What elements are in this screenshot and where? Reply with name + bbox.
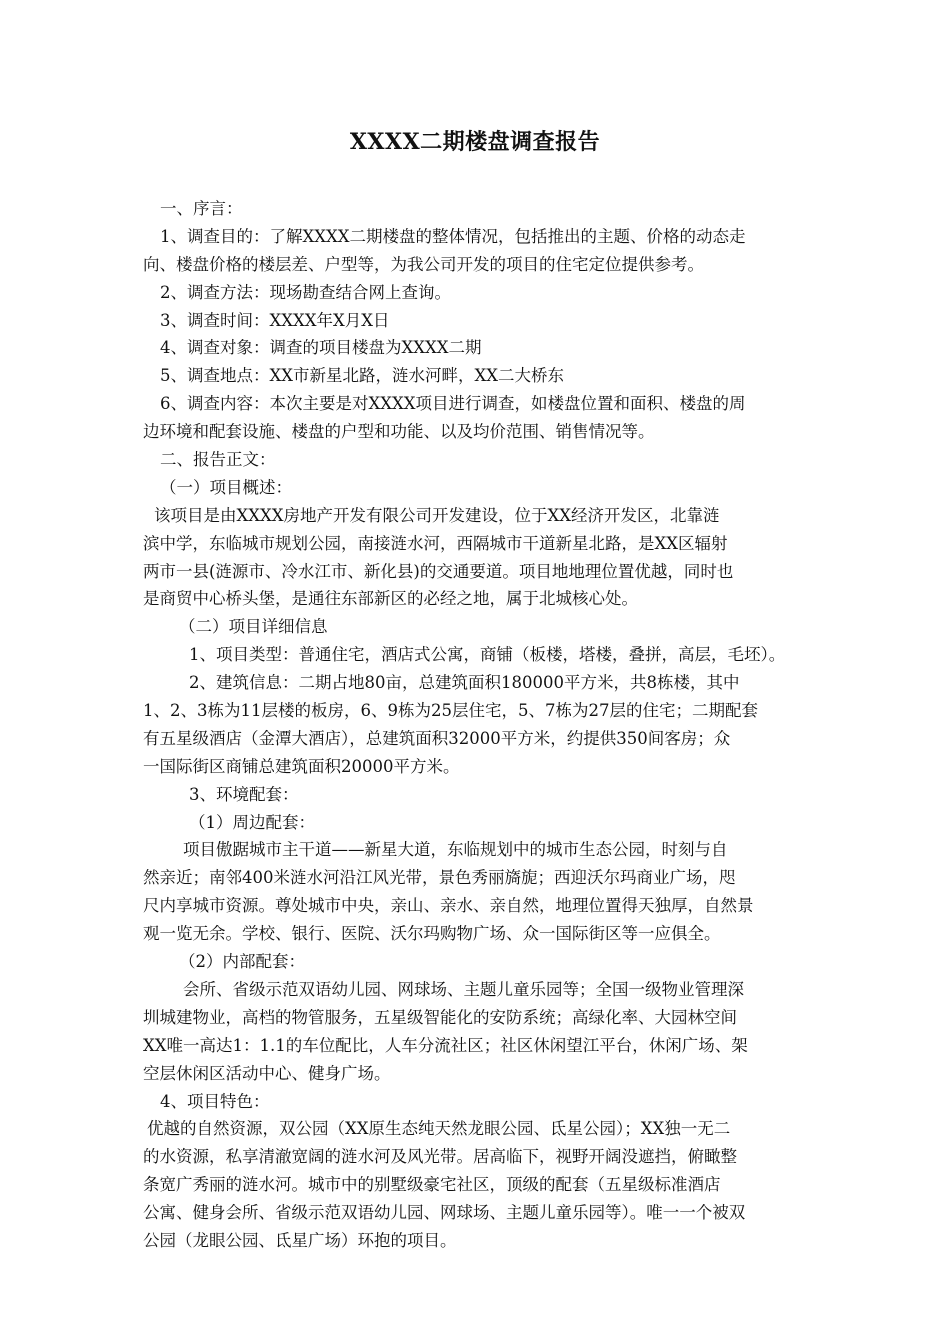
text-line: 6、调查内容：本次主要是对XXXX项目进行调查，如楼盘位置和面积、楼盘的周 (160, 394, 746, 414)
text-line: （2）内部配套： (179, 952, 305, 972)
text-line: 一、序言： (160, 199, 243, 218)
text-line: （1）周边配套： (189, 812, 315, 832)
text-line: 公寓、健身会所、省级示范双语幼儿园、网球场、主题儿童乐园等）。唯一一个被双 (143, 1203, 746, 1223)
text-line: 3、环境配套： (189, 784, 299, 804)
text-line: 条宽广秀丽的涟水河。城市中的别墅级豪宅社区，顶级的配套（五星级标准酒店 (143, 1175, 721, 1195)
text-line: 两市一县(涟源市、冷水江市、新化县)的交通要道。项目地地理位置优越，同时也 (143, 561, 734, 581)
text-line: 向、楼盘价格的楼层差、户型等，为我公司开发的项目的住宅定位提供参考。 (143, 254, 704, 274)
text-line: XX唯一高达1：1.1的车位配比，人车分流社区；社区休闲望江平台，休闲广场、架 (143, 1035, 748, 1055)
text-line: 然亲近；南邻400米涟水河沿江风光带，景色秀丽旖旎；西迎沃尔玛商业广场，咫 (143, 868, 736, 888)
text-line: 3、调查时间：XXXX年X月X日 (160, 310, 390, 330)
text-line: 圳城建物业，高档的物管服务，五星级智能化的安防系统；高绿化率、大园林空间 (143, 1007, 737, 1027)
text-line: 4、调查对象：调查的项目楼盘为XXXX二期 (160, 338, 482, 358)
text-line: 2、调查方法：现场勘查结合网上查询。 (160, 282, 451, 302)
text-line: 是商贸中心桥头堡，是通往东部新区的必经之地，属于北城核心处。 (143, 589, 638, 609)
text-line: 4、项目特色： (160, 1091, 270, 1111)
text-line: （二）项目详细信息 (179, 617, 328, 637)
text-line: （一）项目概述： (160, 477, 292, 497)
document-body (143, 195, 809, 1255)
text-line: 5、调查地点：XX市新星北路，涟水河畔，XX二大桥东 (160, 366, 564, 386)
text-line: 边环境和配套设施、楼盘的户型和功能、以及均价范围、销售情况等。 (143, 422, 655, 442)
text-line: 1、项目类型：普通住宅，酒店式公寓，商铺（板楼，塔楼，叠拼，高层，毛坯）。 (189, 645, 786, 665)
text-line: 一国际街区商铺总建筑面积20000平方米。 (143, 756, 460, 776)
text-line: 1、2、3栋为11层楼的板房，6、9栋为25层住宅，5、7栋为27层的住宅；二期配套 (143, 701, 758, 721)
text-line: 2、建筑信息：二期占地80亩，总建筑面积180000平方米，共8栋楼，其中 (189, 673, 740, 693)
text-line: 二、报告正文： (160, 450, 276, 470)
document-title: XXXX二期楼盘调查报告 (349, 129, 601, 155)
text-line: 尺内享城市资源。尊处城市中央，亲山、亲水、亲自然，地理位置得天独厚，自然景 (143, 896, 754, 916)
text-line: 有五星级酒店（金潭大酒店），总建筑面积32000平方米，约提供350间客房；众 (143, 728, 731, 748)
text-line: 公园（龙眼公园、氐星广场）环抱的项目。 (143, 1230, 457, 1250)
text-line: 项目傲踞城市主干道——新星大道，东临规划中的城市生态公园，时刻与自 (183, 840, 728, 860)
text-line: 1、调查目的：了解XXXX二期楼盘的整体情况，包括推出的主题、价格的动态走 (160, 226, 746, 246)
text-line: 该项目是由XXXX房地产开发有限公司开发建设，位于XX经济开发区，北靠涟 (154, 505, 720, 525)
text-line: 观一览无余。学校、银行、医院、沃尔玛购物广场、众一国际街区等一应俱全。 (143, 924, 721, 944)
text-line: 优越的自然资源，双公园（XX原生态纯天然龙眼公园、氐星公园）；XX独一无二 (147, 1119, 731, 1139)
text-line: 的水资源，私享清澈宽阔的涟水河及风光带。居高临下，视野开阔没遮挡，俯瞰整 (143, 1147, 737, 1167)
text-line: 会所、省级示范双语幼儿园、网球场、主题儿童乐园等；全国一级物业管理深 (183, 979, 744, 999)
text-line: 滨中学，东临城市规划公园，南接涟水河，西隔城市干道新星北路，是XX区辐射 (143, 533, 728, 553)
text-line: 空层休闲区活动中心、健身广场。 (143, 1063, 391, 1083)
